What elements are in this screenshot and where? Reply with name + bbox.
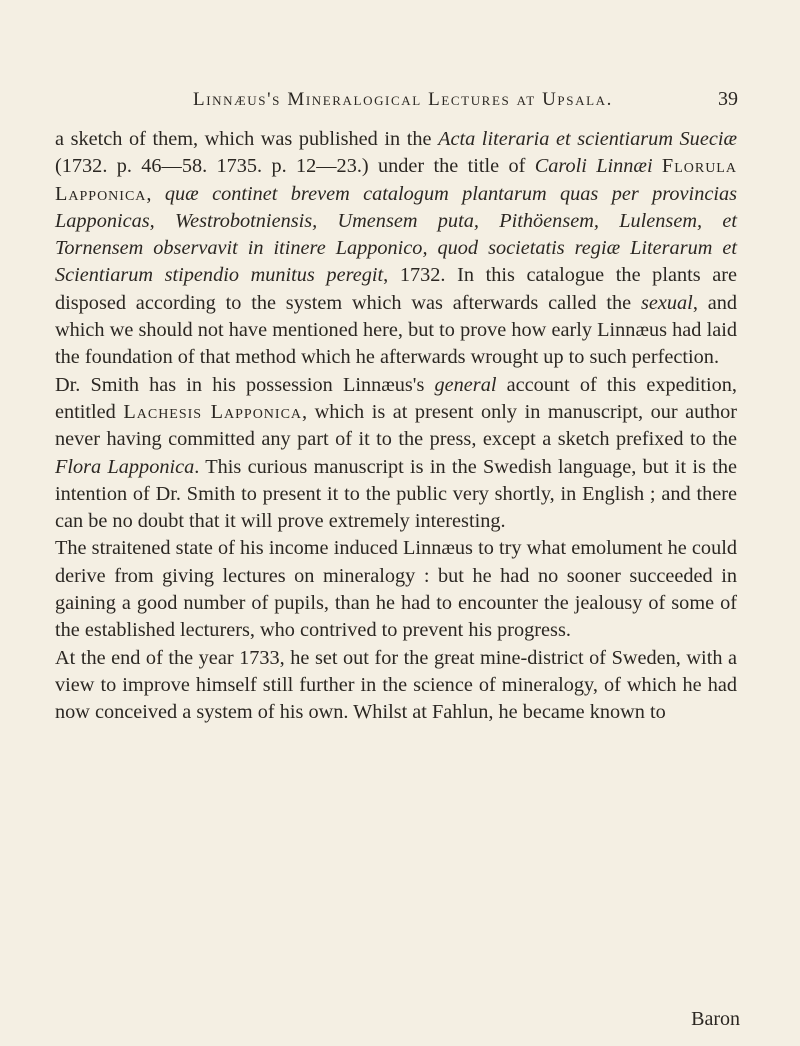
page-number: 39 — [718, 88, 738, 110]
body-text — [55, 126, 737, 727]
text-segment: Dr. Smith has in his possession Linnæus's — [55, 373, 435, 396]
paragraph — [55, 535, 737, 644]
text-segment: At the end of the year 1733, he set out for the great mine-district of Sweden, with a view to improve himself still further in the science of mineralogy, of which he had now conceived a system of his own. Whilst at Fahlun, he became known to — [55, 646, 737, 724]
italic-text: general — [434, 373, 497, 396]
text-segment: (1732. p. 46—58. 1735. p. 12—23.) under the title of — [55, 155, 535, 178]
catchword: Baron — [691, 1008, 740, 1030]
page-header — [48, 88, 738, 118]
text-segment: , — [146, 182, 165, 205]
paragraph — [55, 372, 737, 536]
text-segment: a sketch of them, which was published in the — [55, 128, 439, 150]
text-segment: The straitened state of his income induced Linnæus to try what emolument he could derive from giving lectures on mineralogy : but he had no sooner succeeded in gaining a good number of pupils, than he had to encounter the jealousy of some of the established lecturers, who contrived to prevent his progress. — [55, 537, 737, 642]
small-caps-text: Florula Lapponica — [55, 155, 737, 205]
italic-text: Acta literaria et scientiarum Sueciæ — [438, 128, 737, 150]
paragraph — [55, 645, 737, 727]
italic-text: Flora Lapponica — [55, 455, 195, 478]
running-head: Linnæus's Mineralogical Lectures at Upsala. — [193, 89, 613, 110]
italic-text: quæ continet brevem catalogum plantarum quas per provincias Lapponicas, Westrobotniensis, Umensem puta, Pithöensem, Lulensem, et Tornensem observavit in itinere Lapponico, quod societatis regiæ Literarum et Scientiarum stipendio munitus peregit — [55, 182, 738, 287]
paragraph — [55, 126, 737, 372]
italic-text: Caroli Linnæi — [534, 155, 653, 178]
text-segment: . This curious manuscript is in the Swedish language, but it is the intention of Dr. Smith to present it to the public very shortly, in English ; and there can be no doubt that it will prove extremely interesting. — [55, 455, 737, 533]
text-segment: , and which we should not have mentioned here, but to prove how early Linnæus had laid the foundation of that method which he afterwards wrought up to such perfection. — [55, 291, 737, 369]
italic-text: sexual — [641, 291, 693, 314]
small-caps-text: Lachesis Lapponica — [123, 400, 303, 423]
text-segment — [653, 155, 662, 177]
text-segment: , which is at present only in manuscript, our author never having committed any part of it to the press, except a sketch prefixed to the — [55, 400, 737, 451]
text-segment: , 1732. In this catalogue the plants are disposed according to the system which was afterwards called the — [55, 264, 737, 314]
text-segment: account of this expedition, entitled — [55, 373, 737, 423]
